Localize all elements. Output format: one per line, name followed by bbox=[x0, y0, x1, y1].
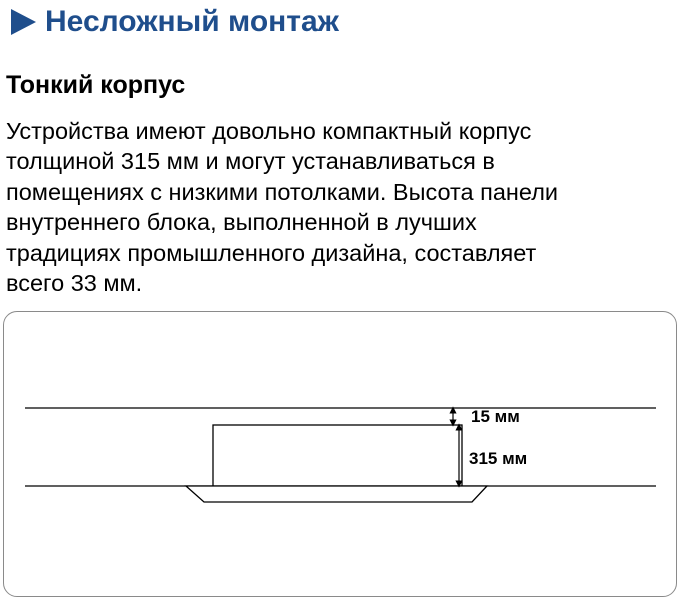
description-line-6: всего 33 мм. bbox=[6, 270, 143, 297]
section-title: Тонкий корпус bbox=[6, 71, 186, 99]
indoor-unit-body bbox=[213, 425, 462, 486]
triangle-right-icon bbox=[8, 7, 38, 37]
installation-diagram bbox=[4, 312, 678, 598]
description-line-1: Устройства имеют довольно компактный корпус bbox=[6, 118, 532, 144]
description-line-2: толщиной 315 мм и могут устанавливаться в bbox=[6, 148, 495, 175]
installation-diagram-frame bbox=[3, 311, 677, 597]
description-paragraph bbox=[6, 116, 646, 298]
dimension-label-top: 15 мм bbox=[471, 407, 520, 426]
page-title: Несложный монтаж bbox=[45, 5, 339, 38]
indoor-unit-panel bbox=[186, 486, 487, 502]
description-line-4: внутреннего блока, выполненной в лучших bbox=[6, 209, 477, 236]
dimension-label-body: 315 мм bbox=[469, 449, 528, 468]
description-line-3: помещениях с низкими потолками. Высота панели bbox=[6, 178, 559, 205]
description-line-5: традициях промышленного дизайна, составляет bbox=[6, 239, 537, 266]
page-heading bbox=[8, 2, 339, 42]
triangle-right-icon-shape bbox=[11, 9, 36, 35]
